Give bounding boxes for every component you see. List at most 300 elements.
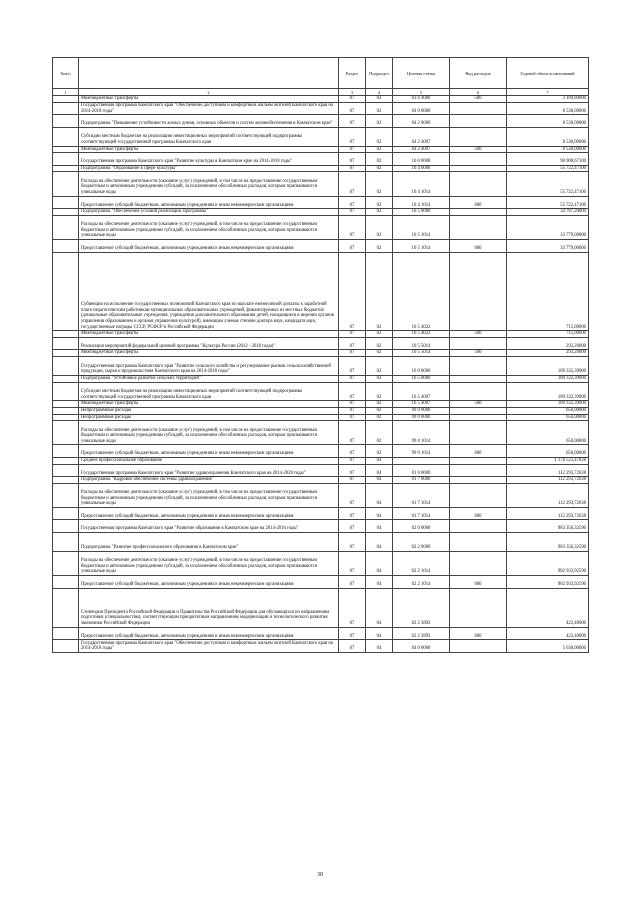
row-amount-cell: 8 530,00000 — [507, 127, 589, 146]
row-amount-cell: 8 530,00000 — [507, 115, 589, 128]
row-expense-type-cell — [450, 165, 507, 172]
row-razdel-cell: 07 — [339, 153, 366, 166]
row-target-article-cell: 04 2 4007 — [393, 146, 450, 153]
row-number-cell — [53, 239, 79, 252]
row-amount-cell: 715,00000 — [507, 331, 589, 338]
row-podrazdel-cell: 04 — [366, 588, 393, 627]
row-name-cell: Государственная программа Камчатского края "Развитие культуры в Камчатском крае на 2014-2018 годы" — [79, 153, 339, 166]
row-amount-cell: 34 787,20000 — [507, 209, 589, 216]
table-row — [53, 331, 589, 338]
row-target-article-cell: 10 5 5014 — [393, 337, 450, 350]
row-podrazdel-cell: 04 — [366, 507, 393, 520]
table-row — [53, 96, 589, 103]
row-target-article-cell: 02 2 0000 — [393, 533, 450, 552]
row-razdel-cell: 07 — [339, 533, 366, 552]
row-razdel-cell: 07 — [339, 507, 366, 520]
row-podrazdel-cell: 02 — [366, 421, 393, 445]
row-amount-cell: 55 722,47100 — [507, 165, 589, 172]
row-name-cell: Предоставление субсидий бюджетным, автономным учреждениям и иным некоммерческим организациям — [79, 196, 339, 209]
row-razdel-cell: 07 — [339, 115, 366, 128]
row-target-article-cell: 10 5 1014 — [393, 239, 450, 252]
row-expense-type-cell — [450, 408, 507, 415]
row-target-article-cell: 10 5 4022 — [393, 331, 450, 338]
row-number-cell — [53, 445, 79, 458]
row-amount-cell: 90 908,67100 — [507, 153, 589, 166]
header-razdel: Раздел — [339, 58, 366, 89]
row-name-cell: Подпрограмма "Обеспечение условий реализации Программы" — [79, 209, 339, 216]
row-name-cell: Межбюджетные трансферты — [79, 96, 339, 103]
row-name-cell: Стипендии Президента Российской Федерации и Правительства Российской Федерации для обучающихся по направлениям подготовки (специальностям), соответствующим приоритетным направлениям модернизации и технологического развития экономики Российской Федерации — [79, 588, 339, 627]
row-razdel-cell: 07 — [339, 209, 366, 216]
row-number-cell — [53, 153, 79, 166]
row-number-cell — [53, 576, 79, 589]
table-row — [53, 350, 589, 357]
row-target-article-cell: 02 2 1014 — [393, 576, 450, 589]
row-number-cell — [53, 127, 79, 146]
row-name-cell: Непрограммные расходы — [79, 408, 339, 415]
row-name-cell: Среднее профессиональное образование — [79, 457, 339, 464]
row-podrazdel-cell: 04 — [366, 477, 393, 484]
row-target-article-cell: 99 0 0000 — [393, 408, 450, 415]
row-amount-cell: 422,40000 — [507, 627, 589, 640]
row-amount-cell: 55 722,47100 — [507, 196, 589, 209]
row-expense-type-cell — [450, 464, 507, 477]
row-amount-cell: 55 722,47100 — [507, 172, 589, 196]
table-row — [53, 382, 589, 401]
row-podrazdel-cell: 04 — [366, 457, 393, 464]
index-cell: 7 — [507, 89, 589, 96]
index-cell: 3 — [339, 89, 366, 96]
row-podrazdel-cell: 02 — [366, 96, 393, 103]
row-razdel-cell: 07 — [339, 375, 366, 382]
row-razdel-cell: 07 — [339, 457, 366, 464]
row-name-cell: Реализация мероприятий федеральной целевой программы "Культура России (2012 - 2018 годы)" — [79, 337, 339, 350]
row-razdel-cell: 07 — [339, 551, 366, 575]
row-amount-cell: 112 293,72638 — [507, 477, 589, 484]
row-target-article-cell: 10 5 5014 — [393, 350, 450, 357]
row-name-cell: Межбюджетные трансферты — [79, 331, 339, 338]
row-podrazdel-cell: 04 — [366, 533, 393, 552]
row-podrazdel-cell: 02 — [366, 172, 393, 196]
row-razdel-cell: 07 — [339, 196, 366, 209]
row-expense-type-cell — [450, 153, 507, 166]
row-target-article-cell: 10 5 1014 — [393, 215, 450, 239]
row-number-cell — [53, 421, 79, 445]
row-target-article-cell: 01 7 1014 — [393, 507, 450, 520]
row-razdel-cell: 07 — [339, 96, 366, 103]
row-razdel-cell: 07 — [339, 337, 366, 350]
row-amount-cell: 189 332,39000 — [507, 401, 589, 408]
header-no: №п/п — [53, 58, 79, 89]
row-razdel-cell: 07 — [339, 331, 366, 338]
row-name-cell: Расходы на обеспечение деятельности (оказание услуг) учреждений, в том числе на предоставление государственным бюджетным и автономным учреждениям субсидий, за исключением обособленных расходов, которым присваиваются уникальные коды — [79, 172, 339, 196]
row-target-article-cell: 03 6 4006 — [393, 96, 450, 103]
row-target-article-cell — [393, 457, 450, 464]
row-number-cell — [53, 640, 79, 653]
row-target-article-cell: 10 4 1014 — [393, 196, 450, 209]
row-name-cell: Государственная программа Камчатского края "Развитие образования в Камчатском крае на 2014-2016 годы" — [79, 520, 339, 533]
row-podrazdel-cell: 04 — [366, 551, 393, 575]
table-row — [53, 375, 589, 382]
row-number-cell — [53, 507, 79, 520]
row-name-cell: Субвенции на исполнение государственных полномочий Камчатского края по выплате ежемесячной доплаты к заработной плате педагогическим работникам муниципальных образовательных учреждений, финансируемых из местных бюджетов (дошкольные образовательные учреждения, учреждения дополнительного образования детей, находящиеся в ведении органов управления образованием и органов управления культурой), имеющим ученые степени доктора наук, кандидата наук, государственные награды СССР, РСФСР и Российской Федерации — [79, 252, 339, 331]
row-podrazdel-cell: 02 — [366, 401, 393, 408]
row-razdel-cell: 07 — [339, 350, 366, 357]
table-row — [53, 408, 589, 415]
row-number-cell — [53, 165, 79, 172]
row-expense-type-cell — [450, 588, 507, 627]
row-amount-cell: 8 530,00000 — [507, 146, 589, 153]
row-target-article-cell: 10 4 0000 — [393, 165, 450, 172]
row-name-cell: Предоставление субсидий бюджетным, автономным учреждениям и иным некоммерческим организациям — [79, 627, 339, 640]
budget-table — [52, 57, 589, 653]
row-name-cell: Субсидии местным бюджетам на реализацию инвестиционных мероприятий соответствующей подпрограммы соответствующей государственной программы Камчатского края — [79, 127, 339, 146]
row-number-cell — [53, 115, 79, 128]
row-expense-type-cell — [450, 127, 507, 146]
row-expense-type-cell — [450, 533, 507, 552]
row-amount-cell: 33 779,00000 — [507, 215, 589, 239]
row-razdel-cell: 07 — [339, 640, 366, 653]
table-row — [53, 172, 589, 196]
row-podrazdel-cell: 02 — [366, 445, 393, 458]
row-podrazdel-cell: 02 — [366, 414, 393, 421]
row-podrazdel-cell: 02 — [366, 350, 393, 357]
row-number-cell — [53, 252, 79, 331]
row-amount-cell: 983 356,32590 — [507, 520, 589, 533]
row-razdel-cell: 07 — [339, 215, 366, 239]
row-podrazdel-cell: 04 — [366, 520, 393, 533]
index-cell: 4 — [366, 89, 393, 96]
row-number-cell — [53, 209, 79, 216]
row-name-cell: Подпрограмма "Повышение устойчивости жилых домов, основных объектов и систем жизнеобеспечения в Камчатском крае" — [79, 115, 339, 128]
row-name-cell: Межбюджетные трансферты — [79, 401, 339, 408]
row-amount-cell: 715,00000 — [507, 252, 589, 331]
row-number-cell — [53, 483, 79, 507]
row-expense-type-cell: 600 — [450, 576, 507, 589]
row-razdel-cell: 07 — [339, 408, 366, 415]
row-expense-type-cell: 600 — [450, 196, 507, 209]
row-expense-type-cell — [450, 457, 507, 464]
row-podrazdel-cell: 02 — [366, 153, 393, 166]
table-row — [53, 102, 589, 115]
row-expense-type-cell: 500 — [450, 331, 507, 338]
row-expense-type-cell — [450, 640, 507, 653]
row-target-article-cell: 10 5 0000 — [393, 209, 450, 216]
row-amount-cell: 8 530,00000 — [507, 102, 589, 115]
row-razdel-cell: 07 — [339, 239, 366, 252]
row-podrazdel-cell: 02 — [366, 165, 393, 172]
row-target-article-cell: 16 0 0000 — [393, 357, 450, 376]
header-target-article: Целевая статья — [393, 58, 450, 89]
row-target-article-cell: 99 0 0000 — [393, 414, 450, 421]
row-name-cell: Межбюджетные трансферты — [79, 146, 339, 153]
table-row — [53, 239, 589, 252]
table-row — [53, 588, 589, 627]
row-amount-cell: 189 332,39000 — [507, 375, 589, 382]
row-name-cell: Государственная программа Камчатского края "Обеспечение доступным и комфортным жильем жителей Камчатского края на 2014-2018 годы" — [79, 640, 339, 653]
row-expense-type-cell — [450, 115, 507, 128]
row-target-article-cell: 99 0 1014 — [393, 445, 450, 458]
table-row — [53, 457, 589, 464]
row-number-cell — [53, 331, 79, 338]
row-expense-type-cell — [450, 337, 507, 350]
row-target-article-cell: 99 0 1014 — [393, 421, 450, 445]
table-row — [53, 477, 589, 484]
table-row — [53, 215, 589, 239]
row-expense-type-cell — [450, 551, 507, 575]
table-row — [53, 445, 589, 458]
row-number-cell — [53, 533, 79, 552]
table-row — [53, 627, 589, 640]
row-razdel-cell: 07 — [339, 588, 366, 627]
row-expense-type-cell: 500 — [450, 146, 507, 153]
row-expense-type-cell — [450, 477, 507, 484]
row-name-cell: Расходы на обеспечение деятельности (оказание услуг) учреждений, в том числе на предоставление государственным бюджетным и автономным учреждениям субсидий, за исключением обособленных расходов, которым присваиваются уникальные коды — [79, 551, 339, 575]
row-podrazdel-cell: 02 — [366, 127, 393, 146]
row-amount-cell: 422,40000 — [507, 588, 589, 627]
table-row — [53, 401, 589, 408]
row-amount-cell: 112 293,72638 — [507, 507, 589, 520]
table-row — [53, 209, 589, 216]
table-row — [53, 196, 589, 209]
row-name-cell: Предоставление субсидий бюджетным, автономным учреждениям и иным некоммерческим организациям — [79, 507, 339, 520]
table-row — [53, 146, 589, 153]
row-razdel-cell: 07 — [339, 165, 366, 172]
row-razdel-cell: 07 — [339, 576, 366, 589]
row-podrazdel-cell: 02 — [366, 375, 393, 382]
header-name — [79, 58, 339, 89]
row-target-article-cell: 16 5 4007 — [393, 401, 450, 408]
row-number-cell — [53, 627, 79, 640]
row-number-cell — [53, 102, 79, 115]
row-name-cell: Государственная программа Камчатского края "Развитие здравоохранения Камчатского края на 2014-2020 годы" — [79, 464, 339, 477]
index-cell: 2 — [79, 89, 339, 96]
table-row — [53, 483, 589, 507]
row-number-cell — [53, 457, 79, 464]
header-expense-type: Вид расходов — [450, 58, 507, 89]
row-number-cell — [53, 464, 79, 477]
row-number-cell — [53, 401, 79, 408]
row-expense-type-cell — [450, 520, 507, 533]
row-target-article-cell: 02 2 3893 — [393, 588, 450, 627]
row-expense-type-cell — [450, 102, 507, 115]
row-razdel-cell: 07 — [339, 382, 366, 401]
row-target-article-cell: 02 2 1014 — [393, 551, 450, 575]
table-row — [53, 252, 589, 331]
row-name-cell: Подпрограмма "Образование в сфере культуры" — [79, 165, 339, 172]
row-podrazdel-cell: 02 — [366, 146, 393, 153]
row-number-cell — [53, 588, 79, 627]
row-target-article-cell: 01 7 1014 — [393, 483, 450, 507]
row-amount-cell: 650,00000 — [507, 445, 589, 458]
row-podrazdel-cell: 04 — [366, 464, 393, 477]
row-expense-type-cell: 600 — [450, 627, 507, 640]
row-target-article-cell: 04 0 0000 — [393, 102, 450, 115]
row-target-article-cell: 01 0 0000 — [393, 464, 450, 477]
row-expense-type-cell: 600 — [450, 507, 507, 520]
row-podrazdel-cell: 04 — [366, 576, 393, 589]
row-name-cell: Государственная программа Камчатского края "Развитие сельского хозяйства и регулирование рынков сельскохозяйственной продукции, сырья и продовольствия Камчатского края на 2014-2018 годы" — [79, 357, 339, 376]
table-row — [53, 153, 589, 166]
index-cell: 1 — [53, 89, 79, 96]
row-expense-type-cell — [450, 382, 507, 401]
row-podrazdel-cell: 02 — [366, 239, 393, 252]
row-amount-cell: 1 178 523,47828 — [507, 457, 589, 464]
row-razdel-cell: 07 — [339, 401, 366, 408]
table-row — [53, 464, 589, 477]
row-number-cell — [53, 146, 79, 153]
row-expense-type-cell — [450, 414, 507, 421]
row-name-cell: Межбюджетные трансферты — [79, 350, 339, 357]
row-podrazdel-cell: 02 — [366, 196, 393, 209]
index-cell: 6 — [450, 89, 507, 96]
table-row — [53, 115, 589, 128]
row-podrazdel-cell: 02 — [366, 408, 393, 415]
table-row — [53, 507, 589, 520]
row-number-cell — [53, 382, 79, 401]
row-target-article-cell: 10 4 1014 — [393, 172, 450, 196]
table-row — [53, 640, 589, 653]
row-name-cell: Подпрограмма "Кадровое обеспечение системы здравоохранения" — [79, 477, 339, 484]
row-razdel-cell: 07 — [339, 520, 366, 533]
index-cell: 5 — [393, 89, 450, 96]
row-name-cell: Предоставление субсидий бюджетным, автономным учреждениям и иным некоммерческим организациям — [79, 576, 339, 589]
table-row — [53, 520, 589, 533]
row-razdel-cell: 07 — [339, 252, 366, 331]
row-number-cell — [53, 337, 79, 350]
row-target-article-cell: 02 0 0000 — [393, 520, 450, 533]
table-row — [53, 165, 589, 172]
row-razdel-cell: 07 — [339, 627, 366, 640]
row-name-cell: Предоставление субсидий бюджетным, автономным учреждениям и иным некоммерческим организациям — [79, 239, 339, 252]
row-name-cell: Расходы на обеспечение деятельности (оказание услуг) учреждений, в том числе на предоставление государственным бюджетным и автономным учреждениям субсидий, за исключением обособленных расходов, которым присваиваются уникальные коды — [79, 215, 339, 239]
row-target-article-cell: 02 2 3893 — [393, 627, 450, 640]
row-podrazdel-cell: 02 — [366, 115, 393, 128]
page-number: 30 — [317, 872, 323, 878]
budget-table-sheet — [52, 57, 588, 653]
row-target-article-cell: 10 5 4022 — [393, 252, 450, 331]
row-amount-cell: 293,20000 — [507, 337, 589, 350]
row-razdel-cell: 07 — [339, 127, 366, 146]
row-podrazdel-cell: 02 — [366, 357, 393, 376]
row-amount-cell: 112 293,72638 — [507, 483, 589, 507]
table-row — [53, 421, 589, 445]
row-expense-type-cell: 600 — [450, 239, 507, 252]
table-row — [53, 576, 589, 589]
row-razdel-cell: 07 — [339, 172, 366, 196]
row-podrazdel-cell: 02 — [366, 382, 393, 401]
table-row — [53, 337, 589, 350]
table-row — [53, 357, 589, 376]
table-header-row — [53, 58, 589, 89]
header-podrazdel: Подраздел — [366, 58, 393, 89]
row-number-cell — [53, 477, 79, 484]
row-number-cell — [53, 357, 79, 376]
row-number-cell — [53, 375, 79, 382]
column-index-row — [53, 89, 589, 96]
row-name-cell: Государственная программа Камчатского края "Обеспечение доступным и комфортным жильем жителей Камчатского края на 2014-2018 годы" — [79, 102, 339, 115]
row-number-cell — [53, 215, 79, 239]
row-razdel-cell: 07 — [339, 357, 366, 376]
row-razdel-cell: 07 — [339, 464, 366, 477]
row-razdel-cell: 07 — [339, 445, 366, 458]
row-amount-cell: 189 332,39000 — [507, 382, 589, 401]
row-number-cell — [53, 414, 79, 421]
row-podrazdel-cell: 02 — [366, 337, 393, 350]
row-razdel-cell: 07 — [339, 102, 366, 115]
row-target-article-cell: 10 0 0000 — [393, 153, 450, 166]
row-podrazdel-cell: 02 — [366, 252, 393, 331]
row-amount-cell: 650,00000 — [507, 408, 589, 415]
row-amount-cell: 33 779,00000 — [507, 239, 589, 252]
row-amount-cell: 650,00000 — [507, 421, 589, 445]
row-number-cell — [53, 96, 79, 103]
row-expense-type-cell — [450, 252, 507, 331]
row-podrazdel-cell: 02 — [366, 102, 393, 115]
row-razdel-cell: 07 — [339, 146, 366, 153]
row-target-article-cell: 01 7 0000 — [393, 477, 450, 484]
row-target-article-cell: 04 0 0000 — [393, 640, 450, 653]
row-expense-type-cell — [450, 357, 507, 376]
row-number-cell — [53, 408, 79, 415]
row-expense-type-cell — [450, 209, 507, 216]
row-expense-type-cell: 500 — [450, 401, 507, 408]
table-row — [53, 414, 589, 421]
row-target-article-cell: 16 5 0000 — [393, 375, 450, 382]
row-number-cell — [53, 196, 79, 209]
row-amount-cell: 293,20000 — [507, 350, 589, 357]
row-name-cell: Расходы на обеспечение деятельности (оказание услуг) учреждений, в том числе на предоставление государственным бюджетным и автономным учреждениям субсидий, за исключением обособленных расходов, которым присваиваются уникальные коды — [79, 421, 339, 445]
row-expense-type-cell: 600 — [450, 445, 507, 458]
row-amount-cell: 650,00000 — [507, 414, 589, 421]
row-razdel-cell: 07 — [339, 414, 366, 421]
row-expense-type-cell: 500 — [450, 350, 507, 357]
row-amount-cell: 982 933,92590 — [507, 576, 589, 589]
table-row — [53, 533, 589, 552]
row-target-article-cell: 16 5 4007 — [393, 382, 450, 401]
table-row — [53, 127, 589, 146]
row-podrazdel-cell: 02 — [366, 209, 393, 216]
row-name-cell: Подпрограмма "Устойчивое развитие сельских территорий" — [79, 375, 339, 382]
row-amount-cell: 983 356,32590 — [507, 533, 589, 552]
row-expense-type-cell — [450, 215, 507, 239]
row-number-cell — [53, 350, 79, 357]
row-razdel-cell: 07 — [339, 421, 366, 445]
table-row — [53, 551, 589, 575]
row-razdel-cell: 07 — [339, 477, 366, 484]
row-amount-cell: 982 933,92590 — [507, 551, 589, 575]
row-target-article-cell: 04 2 4007 — [393, 127, 450, 146]
row-amount-cell: 3 189,80000 — [507, 96, 589, 103]
row-name-cell: Непрограммные расходы — [79, 414, 339, 421]
row-podrazdel-cell: 04 — [366, 627, 393, 640]
row-number-cell — [53, 520, 79, 533]
row-amount-cell: 5 630,00000 — [507, 640, 589, 653]
row-expense-type-cell — [450, 421, 507, 445]
header-annual-amount: Годовой объем ассигнований — [507, 58, 589, 89]
row-podrazdel-cell: 02 — [366, 331, 393, 338]
row-number-cell — [53, 551, 79, 575]
row-name-cell: Расходы на обеспечение деятельности (оказание услуг) учреждений, в том числе на предоставление государственным бюджетным и автономным учреждениям субсидий, за исключением обособленных расходов, которым присваиваются уникальные коды — [79, 483, 339, 507]
row-target-article-cell: 04 2 0000 — [393, 115, 450, 128]
table-body — [53, 96, 589, 653]
row-name-cell: Субсидии местным бюджетам на реализацию инвестиционных мероприятий соответствующей подпрограммы соответствующей государственной программы Камчатского края — [79, 382, 339, 401]
row-podrazdel-cell: 04 — [366, 640, 393, 653]
row-number-cell — [53, 172, 79, 196]
row-name-cell: Подпрограмма "Развитие профессионального образования в Камчатском крае" — [79, 533, 339, 552]
row-name-cell: Предоставление субсидий бюджетным, автономным учреждениям и иным некоммерческим организациям — [79, 445, 339, 458]
row-expense-type-cell — [450, 172, 507, 196]
